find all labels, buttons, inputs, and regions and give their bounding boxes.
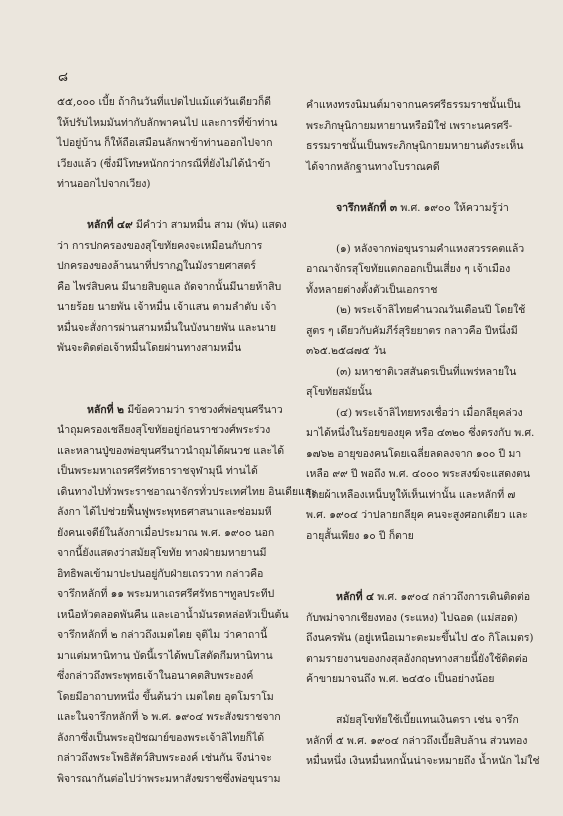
text-line: เป็นพระมหาเถรศรีศรัทธาราชจุฬามุนี ท่านได้ [57,465,258,477]
text-line [57,400,289,421]
text-line: มาแต่มหานิทาน บัดนี้เราได้พบโสตัดกีมหานิทาน [57,649,273,662]
text-line: โดยมีอาถาบทหนึ่ง ขึ้นต้นว่า เมตไตย อุตโมราโม [57,690,274,703]
text-line: ๓๖๕.๒๕๘๗๕ วัน [306,345,386,357]
text-line: กับพม่าจากเชียงทอง (ระแหง) ไปฉอด (แม่สอด) [306,611,518,624]
text-line: ๕๕,๐๐๐ เบี้ย ถ้ากินวันที่แปดไปแม้แต่วันเดียวก็ดี [57,96,271,108]
text-line: คำแหงทรงนิมนต์มาจากนครศรีธรรมราชนั้นเป็น [306,99,521,111]
text-line: สุโขทัยสมัยนั้น [306,386,372,398]
text-line: ถึงนครพัน (อยู่เหนือเมาะตะมะขึ้นไป ๕๐ กิโลเมตร) [306,632,534,644]
inscription-heading: หลักที่ ๔๙ [87,219,133,231]
text-line: ว่า การปกครองของสุโขทัยคงจะเหมือนกับการ [57,239,263,252]
text-line: มาได้หนึ่งในร้อยของยุค หรือ ๔๓๒๐ ซึ่งตรงกับ พ.ศ. [306,427,535,439]
text-line: โดยผ้าเหลืองเหน็บหูให้เห็นเท่านั้น และหลักที่ ๗ [306,488,516,501]
text-line: เดินทางไปทั่วพระราชอาณาจักรทั่วประเทศไทย อินเดียและ [57,485,317,498]
line-text: พ.ศ. ๑๙๐๔ กล่าวถึงการเดินติดต่อ [373,591,530,603]
paragraph-gap [306,218,538,239]
inscription-heading: หลักที่ ๒ [87,403,124,416]
text-line: ๑๗๖๒ อายุของคนโดยเฉลี่ยลดลงจาก ๑๐๐ ปี มา [306,447,522,460]
text-line: พ.ศ. ๑๙๐๔ ว่าปลายกลียุค คนจะสูงศอกเดียว และ [306,509,528,521]
text-line: (๒) พระเจ้าลิไทยคำนวณวันเดือนปี โดยใช้ [336,304,526,316]
paragraph-gap [306,177,538,198]
text-line: อิทธิพลเข้ามาปะปนอยู่กับฝ่ายเถรวาท กล่าวคือ [57,567,264,580]
right-column [306,95,538,772]
text-line: อาณาจักรสุโขทัยแตกออกเป็นเสี่ยง ๆ เจ้าเมือง [306,263,511,275]
text-line: จารึกหลักที่ ๒ กล่าวถึงเมตไตย จุติไม ว่าคาถานี้ [57,629,268,641]
paragraph-gap [306,690,538,711]
text-line: เหนือหัวตลอดพันคืน และเอาน้ำมันรดหล่อหัวเป็นต้น [57,608,289,621]
text-line: เวียงแล้ว (ซึ่งมีโทษหนักกว่ากรณีที่ยังไม่ได้นำข้า [57,157,271,170]
text-line: ไปอยู่บ้าน ก็ให้ถือเสมือนลักพาข้าท่านออกไปจาก [57,137,273,149]
text-line: ได้จากหลักฐานทางโบราณคดี [306,160,440,173]
text-line: ยังคนเจดีย์ในลังกาเมื่อประมาณ พ.ศ. ๑๙๐๐ นอก [57,526,275,539]
text-line: ท่านออกไปจากเวียง) [57,178,151,190]
paragraph-gap [57,359,289,380]
page-number: ๘ [58,70,69,85]
line-text: มีข้อความว่า ราชวงศ์พ่อขุนศรีนาว [123,403,283,416]
text-line: (๔) พระเจ้าลิไทยทรงเชื่อว่า เมื่อกลียุคล่วง [336,406,523,419]
text-line: พระภิกษุนิกายมหายานหรือมิใช่ เพราะนครศรี- [306,119,513,132]
text-line: เหลือ ๙๙ ปี พอถึง พ.ศ. ๔๐๐๐ พระสงฆ์จะแสดงตน [306,468,531,480]
text-line: คือ ไพร่สิบคน มีนายสิบดูแล ถัดจากนั้นมีนายห้าสิบ [57,280,282,293]
text-line: นำถุมครองเชลียงสุโขทัยอยู่ก่อนราชวงศ์พระร่วง [57,424,271,436]
text-line: ลังกา ได้ไปช่วยฟื้นฟูพระพุทธศาสนาและซ่อมมหี [57,506,272,518]
text-line: (๑) หลังจากพ่อขุนรามคำแหงสวรรคตแล้ว [336,242,525,255]
text-line: จารึกหลักที่ ๑๑ พระมหาเถรศรีศรัทธาฯทูลประทีป [57,588,275,600]
text-line [306,587,538,608]
text-line: พันจะติดต่อเจ้าหมื่นโดยผ่านทางสามหมื่น [57,342,242,354]
text-line: ตามรายงานของกงสุลอังกฤษทางสายนี้ยังใช้ติดต่อ [306,652,528,665]
text-line: ปกครองของล้านนาที่ปรากฏในมังรายศาสตร์ [57,260,256,272]
text-line: สมัยสุโขทัยใช้เบี้ยแทนเงินตรา เช่น จารึก [336,714,519,726]
paragraph-gap [306,567,538,588]
text-line: หลักที่ ๕ พ.ศ. ๑๙๐๔ กล่าวถึงเบี้ยสิบล้าน ส่วนทอง [306,734,528,747]
inscription-heading: หลักที่ ๔ [336,591,374,603]
text-line: ลังกาซึ่งเป็นพระอุปัชฌาย์ของพระเจ้าลิไทยก็ได้ [57,731,264,744]
text-line: ค้าขายมาจนถึง พ.ศ. ๒๔๕๐ เป็นอย่างน้อย [306,673,495,685]
text-line: กล่าวถึงพระโพธิสัตว์สิบพระองค์ เช่นกัน จึงน่าจะ [57,752,272,764]
left-column [57,92,317,789]
text-line: หมื่นจะสั่งการผ่านสามหมื่นในบังนายพัน และนาย [57,321,277,334]
text-line: อายุสั้นเพียง ๑๐ ปี ก็ตาย [306,529,414,542]
text-line: พิจารณากันต่อไปว่าพระมหาสังฆราชซึ่งพ่อขุนราม [57,772,281,785]
line-text: พ.ศ. ๑๙๐๐ ให้ความรู้ว่า [397,201,509,214]
paragraph-gap [306,546,538,567]
paragraph-gap [57,195,289,216]
text-line [306,198,538,219]
text-line: และหลานปู่ของพ่อขุนศรีนาวนำถุมได้ผนวช และได้ [57,444,285,457]
text-line: ซึ่งกล่าวถึงพระพุทธเจ้าในอนาคตสิบพระองค์ [57,670,254,682]
line-text: มีคำว่า สามหมื่น สาม (พัน) แสดง [132,219,287,231]
text-line: หมื่นหนึ่ง เงินหมื่นหกนั้นน่าจะหมายถึง น้ำหนัก ไม่ใช่ [306,755,540,767]
paragraph-gap [57,379,289,400]
text-line: สูตร ๆ เดียวกับคัมภีร์สุริยยาตร กลาวคือ ปีหนึ่งมี [306,324,518,337]
text-line: นายร้อย นายพัน เจ้าหมื่น เจ้าแสน ตามลำดับ เจ้า [57,301,277,313]
text-line: ให้ปรับไหมมันท่ากับลักพาคนไป และการที่ข้าท่าน [57,116,278,129]
text-line: ธรรมราชนั้นเป็นพระภิกษุนิกายมหายานดังระเห็น [306,140,524,152]
inscription-heading: จารึกหลักที่ ๓ [336,201,398,214]
text-line [57,215,289,236]
text-line: และในจารึกหลักที่ ๖ พ.ศ. ๑๙๐๔ พระสังฆราชจาก [57,711,281,723]
text-line: จากนี้ยังแสดงว่าสมัยสุโขทัย ทางฝ่ายมหายานมี [57,547,267,559]
text-line: (๓) มหาชาติเวสสันดรเป็นที่แพร่หลายใน [336,365,517,378]
text-line: ทั้งหลายต่างตั้งตัวเป็นเอกราช [306,283,438,296]
